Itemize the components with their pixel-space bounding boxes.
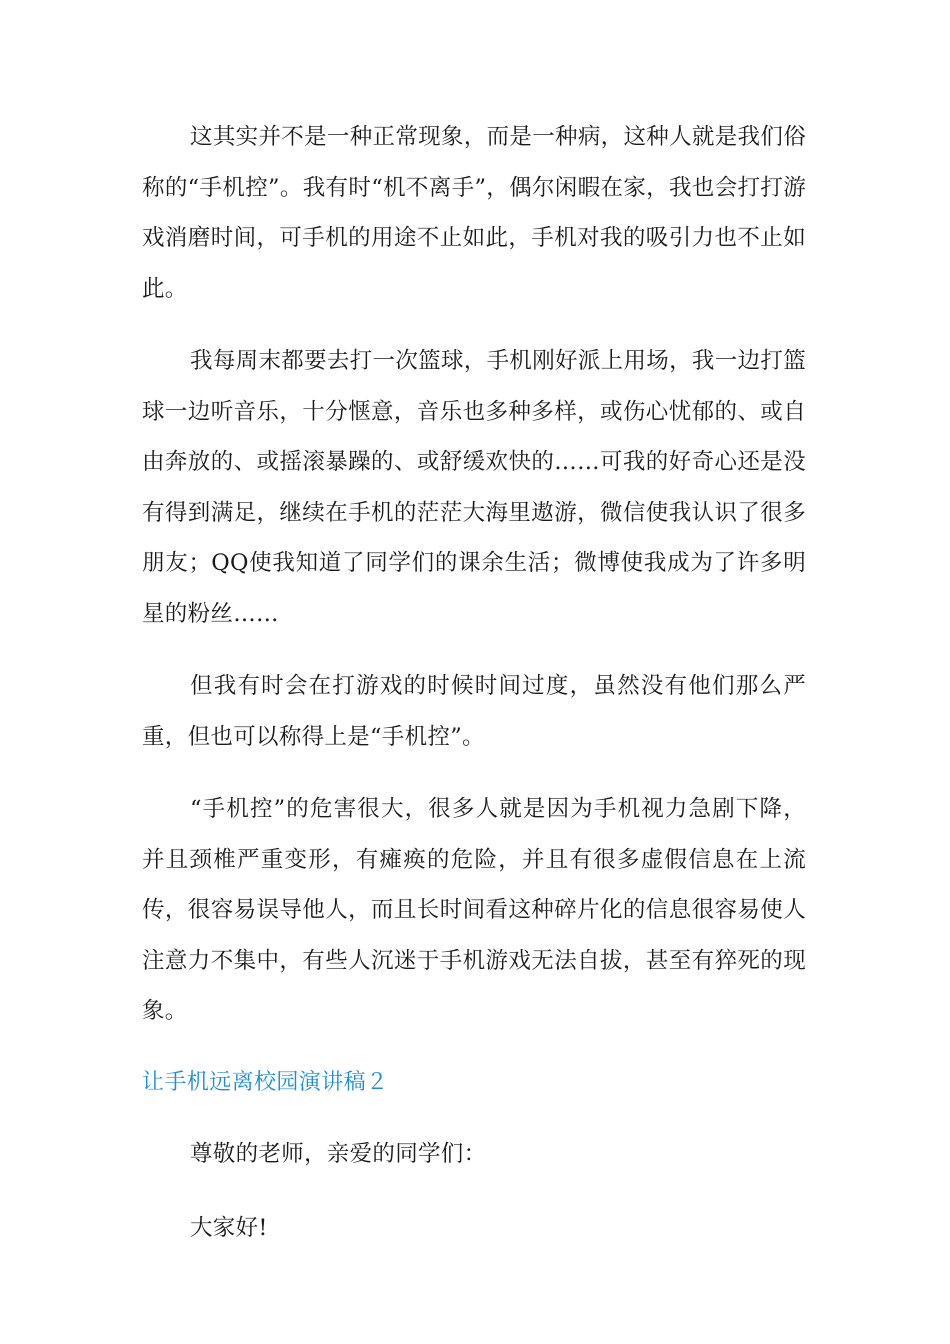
salutation-line: 大家好! bbox=[190, 1215, 268, 1241]
section-heading: 让手机远离校园演讲稿２ bbox=[142, 1069, 389, 1095]
paragraph-1: 这其实并不是一种正常现象，而是一种病，这种人就是我们俗称的“手机控”。我有时“机不离手”，偶尔闲暇在家，我也会打打游戏消磨时间，可手机的用途不止如此，手机对我的吸引力也不止如此。 bbox=[142, 124, 806, 302]
paragraph-2: 我每周末都要去打一次篮球，手机刚好派上用场，我一边打篮球一边听音乐，十分惬意，音乐也多种多样，或伤心忧郁的、或自由奔放的、或摇滚暴躁的、或舒缓欢快的……可我的好奇心还是没有得到满足，继续在手机的茫茫大海里遨游，微信使我认识了很多朋友；QQ使我知道了同学们的课余生活；微博使我成为了许多明星的粉丝…… bbox=[142, 348, 806, 627]
greeting-line: 尊敬的老师，亲爱的同学们： bbox=[190, 1140, 487, 1167]
document-body bbox=[142, 112, 806, 1278]
paragraph-4: “手机控”的危害很大，很多人就是因为手机视力急剧下降，并且颈椎严重变形，有瘫痪的危险，并且有很多虚假信息在上流传，很容易误导他人，而且长时间看这种碎片化的信息很容易使人注意力不集中，有些人沉迷于手机游戏无法自拔，甚至有猝死的现象。 bbox=[142, 796, 806, 1024]
paragraph-3: 但我有时会在打游戏的时候时间过度，虽然没有他们那么严重，但也可以称得上是“手机控”。 bbox=[142, 673, 806, 750]
